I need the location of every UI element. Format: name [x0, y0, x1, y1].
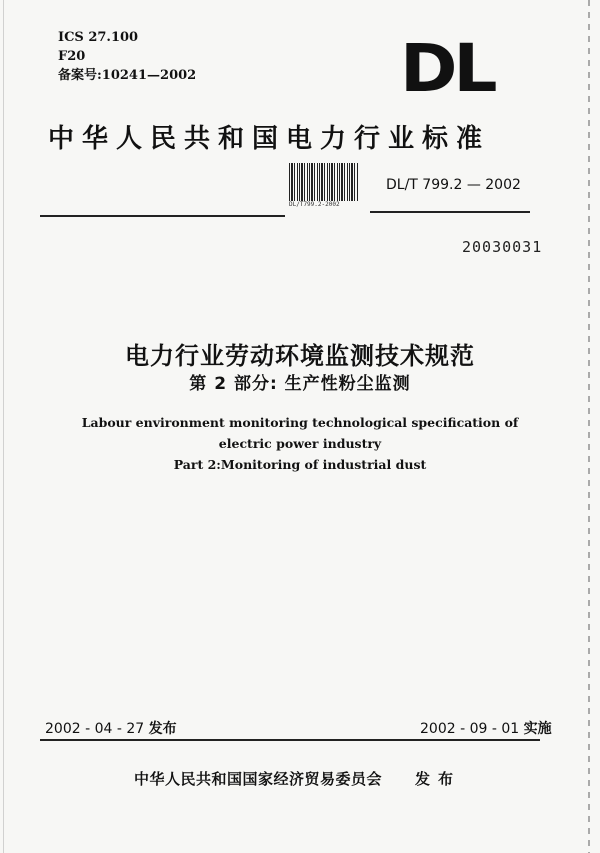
stamp-number: 20030031	[462, 238, 543, 256]
title-chinese: 电力行业劳动环境监测技术规范	[125, 342, 475, 370]
record-number: 备案号:10241—2002	[58, 68, 197, 83]
standard-title: 中华人民共和国电力行业标准	[48, 124, 491, 154]
header-meta	[58, 28, 196, 85]
ics-code: ICS 27.100	[58, 30, 139, 45]
divider-right	[370, 211, 530, 213]
issue-date-label: 发布	[148, 721, 177, 737]
divider-bottom	[40, 739, 540, 741]
impl-date-label: 实施	[523, 721, 552, 737]
issuer-name: 中华人民共和国国家经济贸易委员会	[134, 770, 383, 788]
barcode-text: DL/T799.2-2002	[289, 201, 340, 208]
issue-date-value: 2002 - 04 - 27	[45, 721, 145, 737]
classification-code: F20	[58, 49, 86, 64]
standard-number: DL/T 799.2 — 2002	[386, 177, 521, 193]
impl-date-value: 2002 - 09 - 01	[420, 721, 520, 737]
implementation-date	[420, 718, 552, 738]
title-english-line1: Labour environment monitoring technological specification of	[81, 415, 519, 430]
barcode	[289, 163, 359, 201]
issue-date	[45, 718, 177, 738]
title-english-line2: electric power industry	[218, 436, 382, 451]
dl-logo: DL	[400, 30, 494, 107]
title-english-line3: Part 2:Monitoring of industrial dust	[173, 457, 427, 472]
divider-left	[40, 215, 285, 217]
issuer-verb: 发布	[415, 770, 462, 788]
title-english	[0, 412, 600, 475]
subtitle-chinese: 第 2 部分: 生产性粉尘监测	[189, 374, 411, 394]
